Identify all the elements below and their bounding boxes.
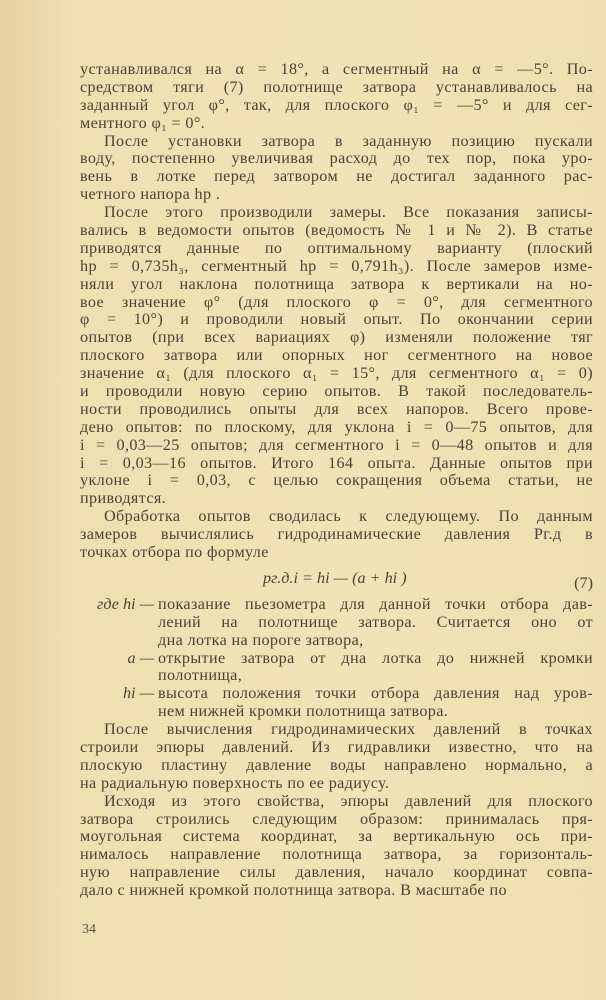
- definition-item: [80, 650, 593, 686]
- text-line: уклоне i = 0,03, с целью сокращения объема статьи, не: [80, 471, 593, 490]
- text-line: заданный угол φ°, так, для плоского φ₁ = —5° и для сег-: [80, 95, 593, 114]
- text-line: значение α₁ (для плоского α₁ = 15°, для сегментного α₁ = 0): [80, 364, 593, 383]
- paragraph: [80, 793, 593, 900]
- text-line: вое значение φ° (для плоского φ = 0°, для сегментного: [80, 292, 593, 311]
- text-line: φ = 10°) и проводили новый опыт. По окончании серии: [80, 310, 593, 329]
- text-line: строили эпюры давлений. Из гидравлики известно, что на: [80, 737, 593, 756]
- definition-item: [80, 596, 593, 650]
- page-body: [80, 61, 593, 900]
- formula-expression: pг.д.i = hi — (a + hi ): [263, 568, 407, 587]
- text-line: После установки затвора в заданную позицию пускали: [104, 131, 593, 150]
- definition-text: [158, 650, 593, 686]
- text-line: опытов (при всех вариациях φ) изменяли положение тяг: [80, 328, 593, 347]
- where-definitions: [80, 596, 593, 721]
- definition-item: [80, 685, 593, 721]
- formula-number: (7): [574, 573, 593, 592]
- text-line: ментного φ₁ = 0°.: [80, 113, 206, 132]
- text-line: высота положения точки отбора давления над уров-: [158, 684, 593, 703]
- text-line: дна лотка на пороге затвора,: [158, 630, 364, 649]
- text-line: четного напора hр .: [80, 185, 221, 204]
- definition-symbol: где hi —: [97, 594, 154, 613]
- text-line: Исходя из этого свойства, эпюры давлений для плоского: [104, 791, 593, 810]
- definition-symbol: a —: [127, 648, 154, 667]
- text-line: затвора строились следующим образом: принималась пря-: [80, 809, 593, 828]
- text-line: лений на полотнище затвора. Считается оно от: [158, 612, 593, 631]
- text-line: и проводили новую серию опытов. В такой последователь-: [80, 382, 593, 401]
- text-line: воду, постепенно увеличивая расход до тех пор, пока уро-: [80, 149, 593, 168]
- text-line: нималось направление полотнища затвора, за горизонталь-: [80, 845, 593, 864]
- text-line: Обработка опытов сводилась к следующему. По данным: [104, 507, 593, 526]
- text-line: i = 0,03—25 опытов; для сегментного i = 0—48 опытов и для: [80, 435, 593, 454]
- definition-text: [158, 685, 593, 721]
- text-line: показание пьезометра для данной точки отбора дав-: [158, 594, 593, 613]
- text-line: ности проводились опыты для всех напоров. Всего прове-: [80, 399, 593, 418]
- text-line: вень в лотке перед затвором не достигал заданного рас-: [80, 167, 593, 186]
- text-line: hр = 0,735h₃, сегментный hр = 0,791h₃). После замеров изме-: [80, 256, 593, 275]
- text-line: точках отбора по формуле: [80, 543, 269, 562]
- paragraph: [80, 204, 593, 508]
- page-number: 34: [82, 922, 96, 937]
- text-line: дало с нижней кромкой полотнища затвора. В масштабе по: [80, 881, 507, 900]
- text-line: няли угол наклона полотнища затвора к вертикали на но-: [80, 274, 593, 293]
- text-line: ную направление силы давления, начало координат совпа-: [80, 863, 593, 882]
- text-line: нем нижней кромки полотнища затвора.: [158, 702, 449, 721]
- text-line: на радиальную поверхность по ее радиусу.: [80, 773, 390, 792]
- text-block-bottom: [80, 721, 593, 900]
- text-line: замеров вычислялись гидродинамические давления Pг.д в: [80, 525, 593, 544]
- text-line: i = 0,03—16 опытов. Итого 164 опыта. Данные опытов при: [80, 453, 593, 472]
- formula-7: [80, 568, 593, 592]
- text-line: плоского затвора или опорных ног сегментного на новое: [80, 346, 593, 365]
- text-line: вались в ведомости опытов (ведомость № 1 и № 2). В статье: [80, 221, 593, 240]
- paragraph: [80, 61, 593, 133]
- text-line: После вычисления гидродинамических давлений в точках: [104, 720, 593, 739]
- text-line: средством тяги (7) полотнище затвора устанавливалось на: [80, 77, 593, 96]
- definition-symbol: hi —: [122, 684, 154, 703]
- text-line: открытие затвора от дна лотка до нижней кромки: [158, 648, 593, 667]
- text-line: приводятся.: [80, 489, 167, 508]
- text-line: плоскую пластину давление воды направлено нормально, а: [80, 755, 593, 774]
- text-block-top: [80, 61, 593, 562]
- paragraph: [80, 508, 593, 562]
- text-line: После этого производили замеры. Все показания записы-: [104, 203, 593, 222]
- text-line: устанавливался на α = 18°, а сегментный на α = —5°. По-: [80, 60, 593, 78]
- paragraph: [80, 133, 593, 205]
- text-line: полотнища,: [158, 666, 243, 685]
- text-line: моугольная система координат, за вертикальную ось при-: [80, 827, 593, 846]
- definition-text: [158, 596, 593, 650]
- paragraph: [80, 721, 593, 793]
- text-line: дено опытов: по плоскому, для уклона i = 0—75 опытов, для: [80, 417, 593, 436]
- text-line: приводятся данные по оптимальному варианту (плоский: [80, 238, 593, 257]
